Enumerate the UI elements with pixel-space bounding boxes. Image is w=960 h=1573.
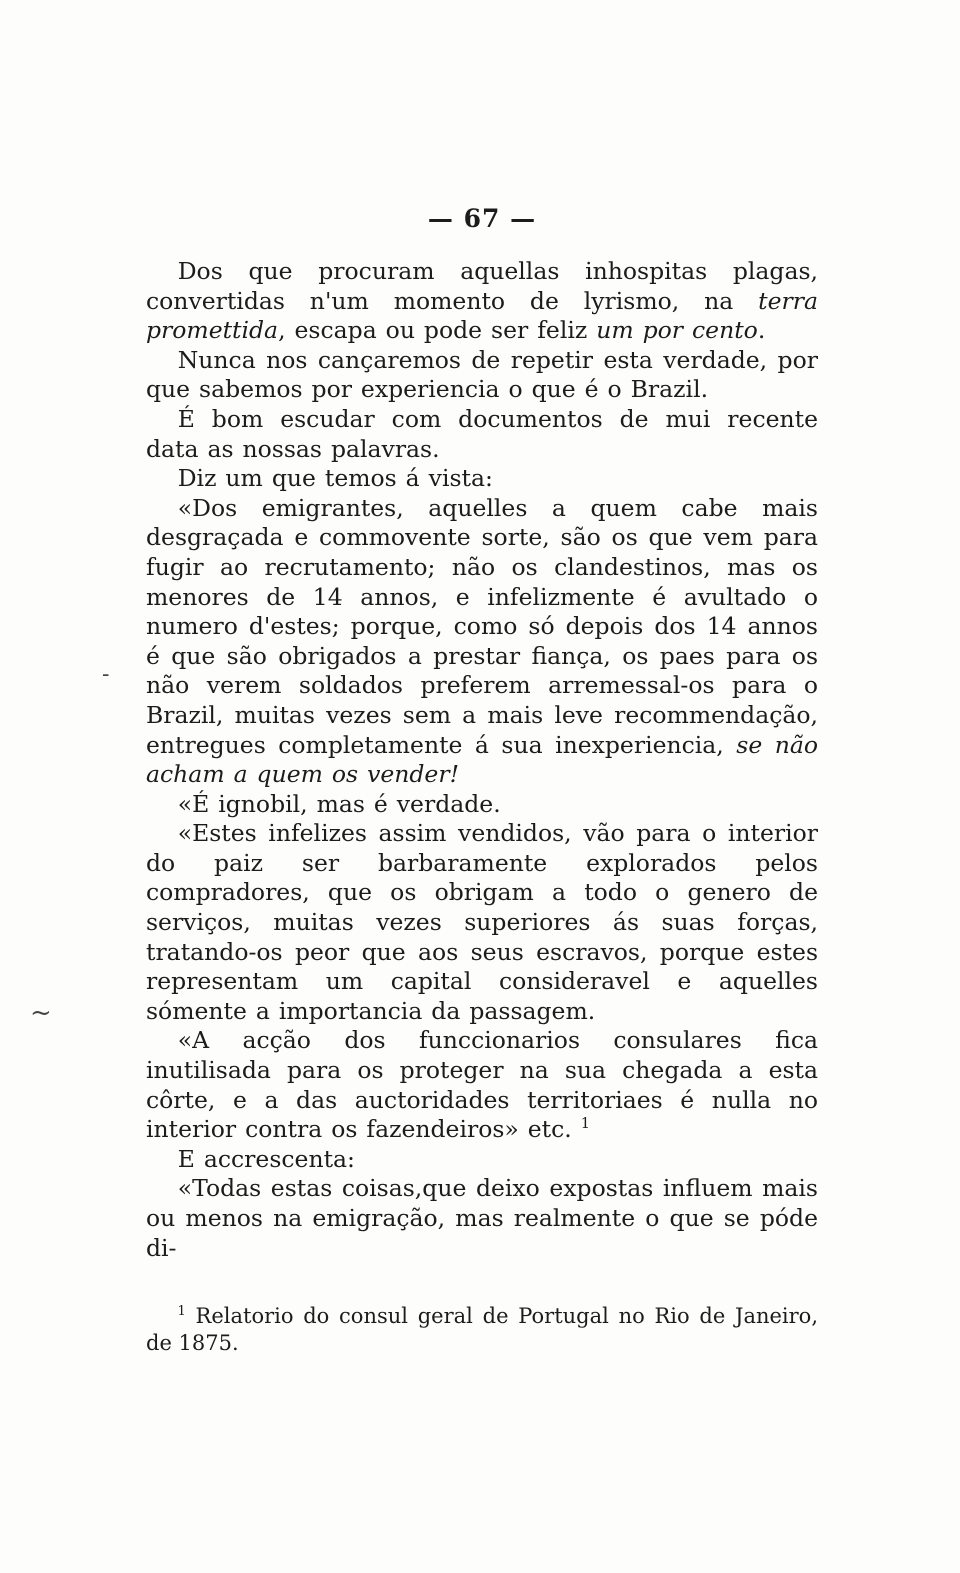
- text-segment: «Estes infelizes assim vendidos, vão para o interior do paiz ser barbaramente explorados pelos compradores, que os obrigam a todo o genero de serviços, muitas vezes superiores ás suas forças, tratando-os peor que aos seus escravos, porque estes representam um capital consideravel e aquelles sómente a importancia da passagem.: [146, 819, 818, 1025]
- text-segment: É bom escudar com documentos de mui recente data as nossas palavras.: [146, 404, 818, 463]
- text-segment: .: [757, 316, 766, 345]
- text-segment: Dos que procuram aquellas inhospitas plagas, convertidas n'um momento de lyrismo, na: [146, 257, 818, 315]
- italic-text: se não acham a quem os vender!: [146, 730, 818, 789]
- italic-text: um por cento: [596, 316, 758, 345]
- footnote-marker: 1: [177, 1304, 186, 1320]
- paragraph: [146, 1026, 818, 1144]
- text-segment: E accrescenta:: [177, 1144, 355, 1173]
- text-segment: , escapa ou pode ser feliz: [278, 316, 597, 345]
- paragraph: [146, 790, 818, 820]
- paragraph: [146, 405, 818, 464]
- paragraph: [146, 1145, 818, 1175]
- text-block: [146, 257, 818, 1263]
- footnote-marker: 1: [580, 1115, 590, 1133]
- footnote-text: [146, 1303, 818, 1357]
- paragraph: [146, 1174, 818, 1263]
- text-segment: «Dos emigrantes, aquelles a quem cabe mais desgraçada e commovente sorte, são os que vem para fugir ao recrutamento; não os clandestinos, mas os menores de 14 annos, e infelizmente é avultado o numero d'estes; porque, como só depois dos 14 annos é que são obrigados a prestar fiança, os paes para os não verem soldados preferem arremessal-os para o Brazil, muitas vezes sem a mais leve recommendação, entregues completamente á sua inexperiencia,: [146, 493, 818, 759]
- scan-artifact: -: [102, 662, 110, 687]
- text-segment: «Todas estas coisas,que deixo expostas influem mais ou menos na emigração, mas realmente o que se póde di-: [146, 1174, 818, 1262]
- footnote: [146, 1303, 818, 1357]
- text-segment: Diz um que temos á vista:: [177, 464, 493, 493]
- paragraph: [146, 346, 818, 405]
- text-segment: Relatorio do consul geral de Portugal no Rio de Janeiro, de 1875.: [146, 1304, 818, 1356]
- paragraph: [146, 257, 818, 346]
- text-segment: Nunca nos cançaremos de repetir esta verdade, por que sabemos por experiencia o que é o Brazil.: [146, 345, 818, 404]
- scan-artifact: ~: [30, 998, 52, 1028]
- paragraph: [146, 464, 818, 494]
- text-segment: «A acção dos funccionarios consulares fica inutilisada para os proteger na sua chegada a esta côrte, e a das auctoridades territoriaes é nulla no interior contra os fazendeiros» etc.: [146, 1026, 818, 1144]
- paragraph: [146, 819, 818, 1026]
- italic-text: terra promettida: [146, 286, 818, 345]
- text-segment: «É ignobil, mas é verdade.: [177, 789, 501, 818]
- page-number: — 67 —: [427, 204, 537, 233]
- paragraph: [146, 494, 818, 790]
